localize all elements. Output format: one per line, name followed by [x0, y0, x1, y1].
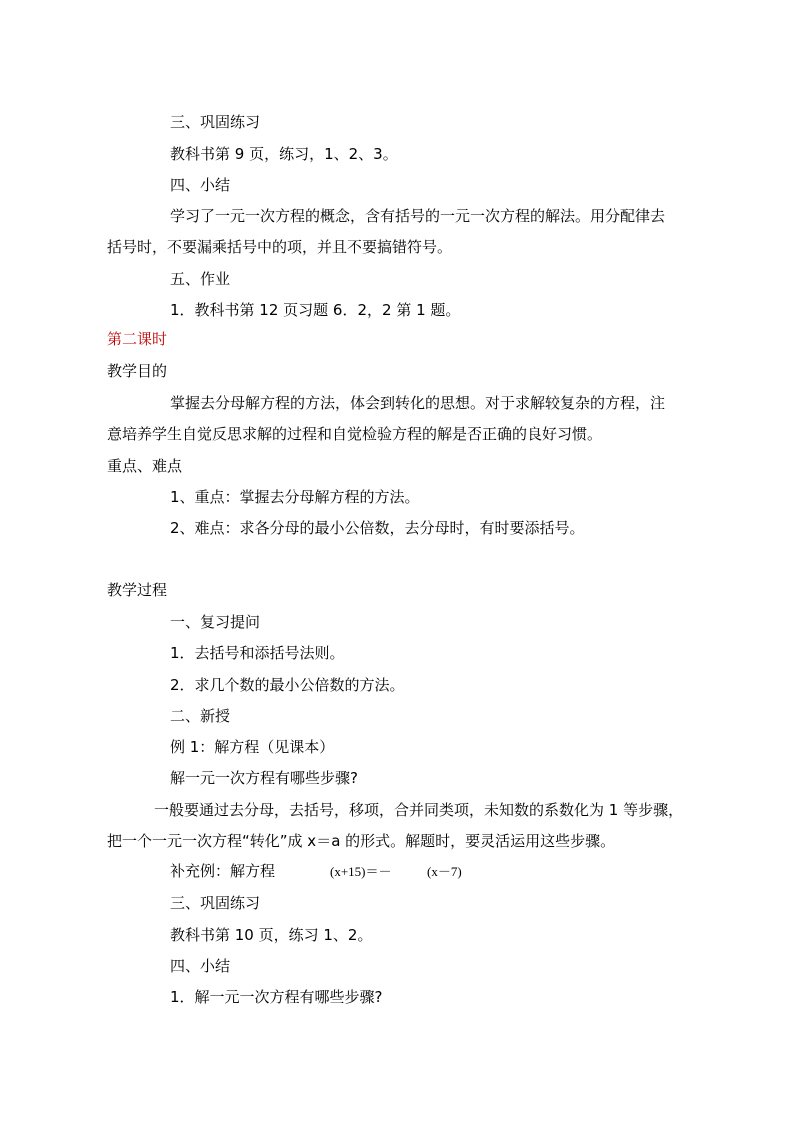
- objectives-label: 教学目的: [107, 362, 168, 380]
- key-point: 1、重点：掌握去分母解方程的方法。: [170, 488, 420, 506]
- consolidation-heading-2: 三、巩固练习: [170, 894, 261, 912]
- supplement-label: 补充例：解方程: [170, 862, 276, 880]
- difficulty: 2、难点：求各分母的最小公倍数，去分母时，有时要添括号。: [170, 519, 585, 537]
- objectives-line1: 掌握去分母解方程的方法，体会到转化的思想。对于求解较复杂的方程，注: [170, 394, 666, 412]
- review-item2: 2．求几个数的最小公倍数的方法。: [170, 676, 405, 694]
- homework-heading: 五、作业: [170, 270, 231, 288]
- summary-paragraph-line2: 括号时，不要漏乘括号中的项，并且不要搞错符号。: [107, 238, 453, 256]
- process-label: 教学过程: [107, 581, 168, 599]
- review-heading: 一、复习提问: [170, 613, 261, 631]
- summary-heading-2: 四、小结: [170, 957, 231, 975]
- steps-line1: 一般要通过去分母，去括号，移项，合并同类项，未知数的系数化为 1 等步骤，: [154, 801, 684, 819]
- consolidation-text: 教科书第 9 页，练习，1、2、3。: [170, 145, 398, 163]
- example1: 例 1：解方程（见课本）: [170, 738, 335, 756]
- supplement-equation-left: (x+15)＝－: [330, 864, 392, 879]
- summary-paragraph-line1: 学习了一元一次方程的概念，含有括号的一元一次方程的解法。用分配律去: [170, 207, 666, 225]
- review-item1: 1．去括号和添括号法则。: [170, 644, 345, 662]
- steps-line2: 把一个一元一次方程“转化”成 x＝a 的形式。解题时，要灵活运用这些步骤。: [107, 832, 616, 850]
- consolidation-text-2: 教科书第 10 页，练习 1、2。: [170, 926, 373, 944]
- new-lesson-heading: 二、新授: [170, 707, 231, 725]
- question: 解一元一次方程有哪些步骤?: [170, 769, 358, 787]
- key-points-label: 重点、难点: [107, 457, 183, 475]
- lesson-title: 第二课时: [107, 330, 168, 348]
- homework-text: 1．教科书第 12 页习题 6．2，2 第 1 题。: [170, 301, 461, 319]
- summary-heading: 四、小结: [170, 176, 231, 194]
- objectives-line2: 意培养学生自觉反思求解的过程和自觉检验方程的解是否正确的良好习惯。: [107, 425, 603, 443]
- summary-item1: 1．解一元一次方程有哪些步骤?: [170, 988, 383, 1006]
- supplement-equation-right: (x－7): [427, 864, 462, 879]
- consolidation-heading: 三、巩固练习: [170, 113, 261, 131]
